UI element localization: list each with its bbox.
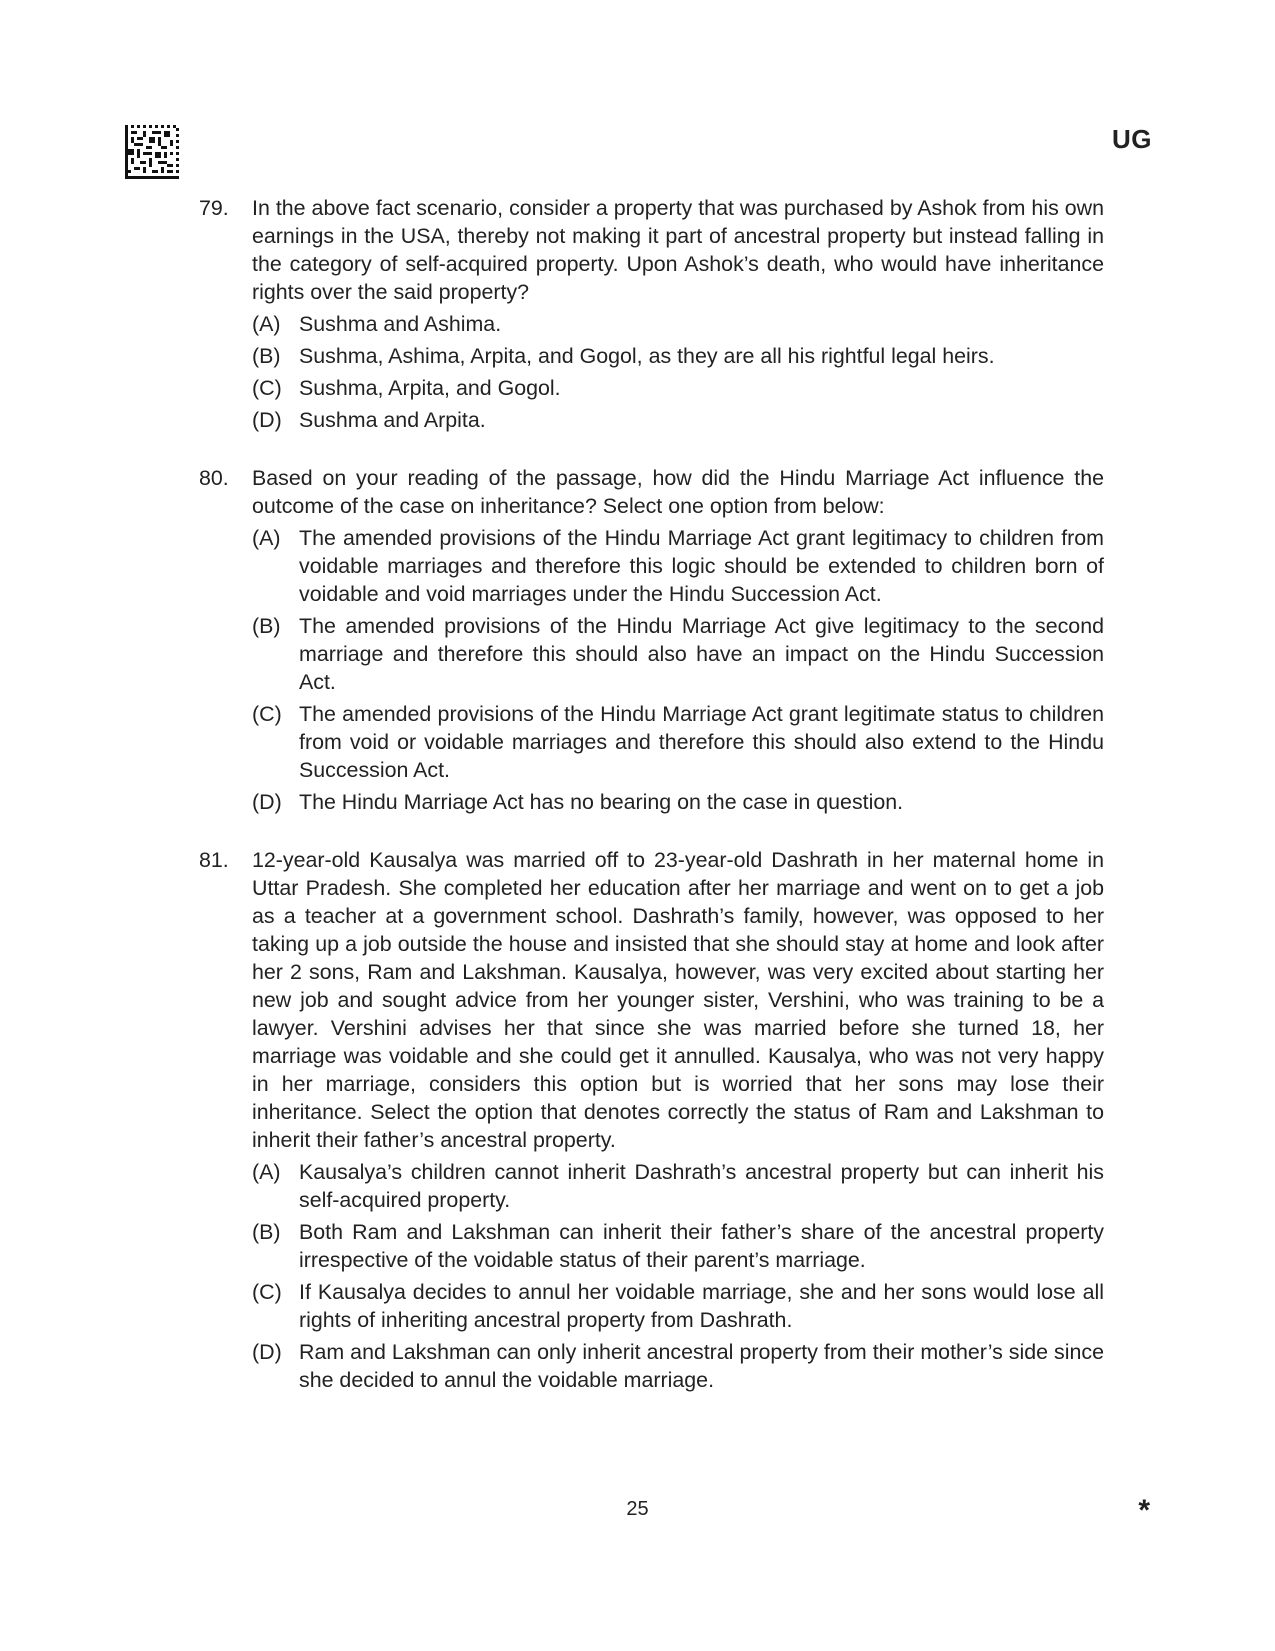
option-letter: (C) (252, 702, 282, 726)
option-letter: (C) (252, 1280, 282, 1304)
option-a (252, 310, 1104, 338)
option-letter: (A) (252, 1160, 281, 1184)
asterisk-marker: * (1138, 1494, 1150, 1527)
option-letter: (C) (252, 376, 282, 400)
option-letter: (B) (252, 1220, 281, 1244)
page-number: 25 (626, 1498, 649, 1520)
option-text: If Kausalya decides to annul her voidable marriage, she and her sons would lose all rights of inheriting ancestral property from Dashrath. (299, 1280, 1104, 1332)
option-text: Sushma and Arpita. (299, 408, 486, 432)
option-c (252, 1278, 1104, 1334)
datamatrix-barcode-icon (125, 125, 179, 179)
option-text: Both Ram and Lakshman can inherit their father’s share of the ancestral property irrespective of the voidable status of their parent’s marriage. (299, 1220, 1104, 1272)
option-letter: (D) (252, 408, 282, 432)
option-list (252, 524, 1104, 816)
question-number: 80. (199, 466, 229, 490)
option-b (252, 1218, 1104, 1274)
option-letter: (D) (252, 790, 282, 814)
option-list (252, 310, 1104, 434)
option-text: The amended provisions of the Hindu Marriage Act grant legitimacy to children from voidable marriages and therefore this logic should be extended to children born of voidable and void marriages under the Hindu Succession Act. (299, 526, 1104, 606)
option-c (252, 374, 1104, 402)
option-letter: (A) (252, 526, 281, 550)
question-number: 81. (199, 848, 229, 872)
option-text: Sushma and Ashima. (299, 312, 502, 336)
option-d (252, 788, 1104, 816)
option-letter: (B) (252, 614, 281, 638)
question-text: Based on your reading of the passage, how did the Hindu Marriage Act influence the outcome of the case on inheritance? Select one option from below: (252, 466, 1104, 518)
paper-code: UG (1112, 124, 1152, 154)
option-text: Ram and Lakshman can only inherit ancestral property from their mother’s side since she decided to annul the voidable marriage. (299, 1340, 1104, 1392)
question-list (199, 194, 1104, 1424)
option-a (252, 524, 1104, 608)
option-text: The amended provisions of the Hindu Marriage Act grant legitimate status to children from void or voidable marriages and therefore this should also extend to the Hindu Succession Act. (299, 702, 1104, 782)
question-text: 12-year-old Kausalya was married off to 23-year-old Dashrath in her maternal home in Uttar Pradesh. She completed her education after her marriage and went on to get a job as a teacher at a government school. Dashrath’s family, however, was opposed to her taking up a job outside the house and insisted that she should stay at home and look after her 2 sons, Ram and Lakshman. Kausalya, however, was very excited about starting her new job and sought advice from her younger sister, Vershini, who was training to be a lawyer. Vershini advises her that since she was married before she turned 18, her marriage was voidable and she could get it annulled. Kausalya, who was not very happy in her marriage, considers this option but is worried that her sons may lose their inheritance. Select the option that denotes correctly the status of Ram and Lakshman to inherit their father’s ancestral property. (252, 848, 1104, 1152)
question-80 (199, 464, 1104, 816)
option-text: The amended provisions of the Hindu Marriage Act give legitimacy to the second marriage and therefore this should also have an impact on the Hindu Succession Act. (299, 614, 1104, 694)
question-number: 79. (199, 196, 229, 220)
option-a (252, 1158, 1104, 1214)
option-letter: (D) (252, 1340, 282, 1364)
option-b (252, 342, 1104, 370)
option-d (252, 1338, 1104, 1394)
option-text: Sushma, Arpita, and Gogol. (299, 376, 561, 400)
option-text: Sushma, Ashima, Arpita, and Gogol, as they are all his rightful legal heirs. (299, 344, 995, 368)
question-81 (199, 846, 1104, 1394)
question-text: In the above fact scenario, consider a property that was purchased by Ashok from his own earnings in the USA, thereby not making it part of ancestral property but instead falling in the category of self-acquired property. Upon Ashok’s death, who would have inheritance rights over the said property? (252, 196, 1104, 304)
question-79 (199, 194, 1104, 434)
option-text: The Hindu Marriage Act has no bearing on the case in question. (299, 790, 904, 814)
option-text: Kausalya’s children cannot inherit Dashrath’s ancestral property but can inherit his self-acquired property. (299, 1160, 1104, 1212)
option-d (252, 406, 1104, 434)
option-b (252, 612, 1104, 696)
option-letter: (A) (252, 312, 281, 336)
option-letter: (B) (252, 344, 281, 368)
option-c (252, 700, 1104, 784)
option-list (252, 1158, 1104, 1394)
